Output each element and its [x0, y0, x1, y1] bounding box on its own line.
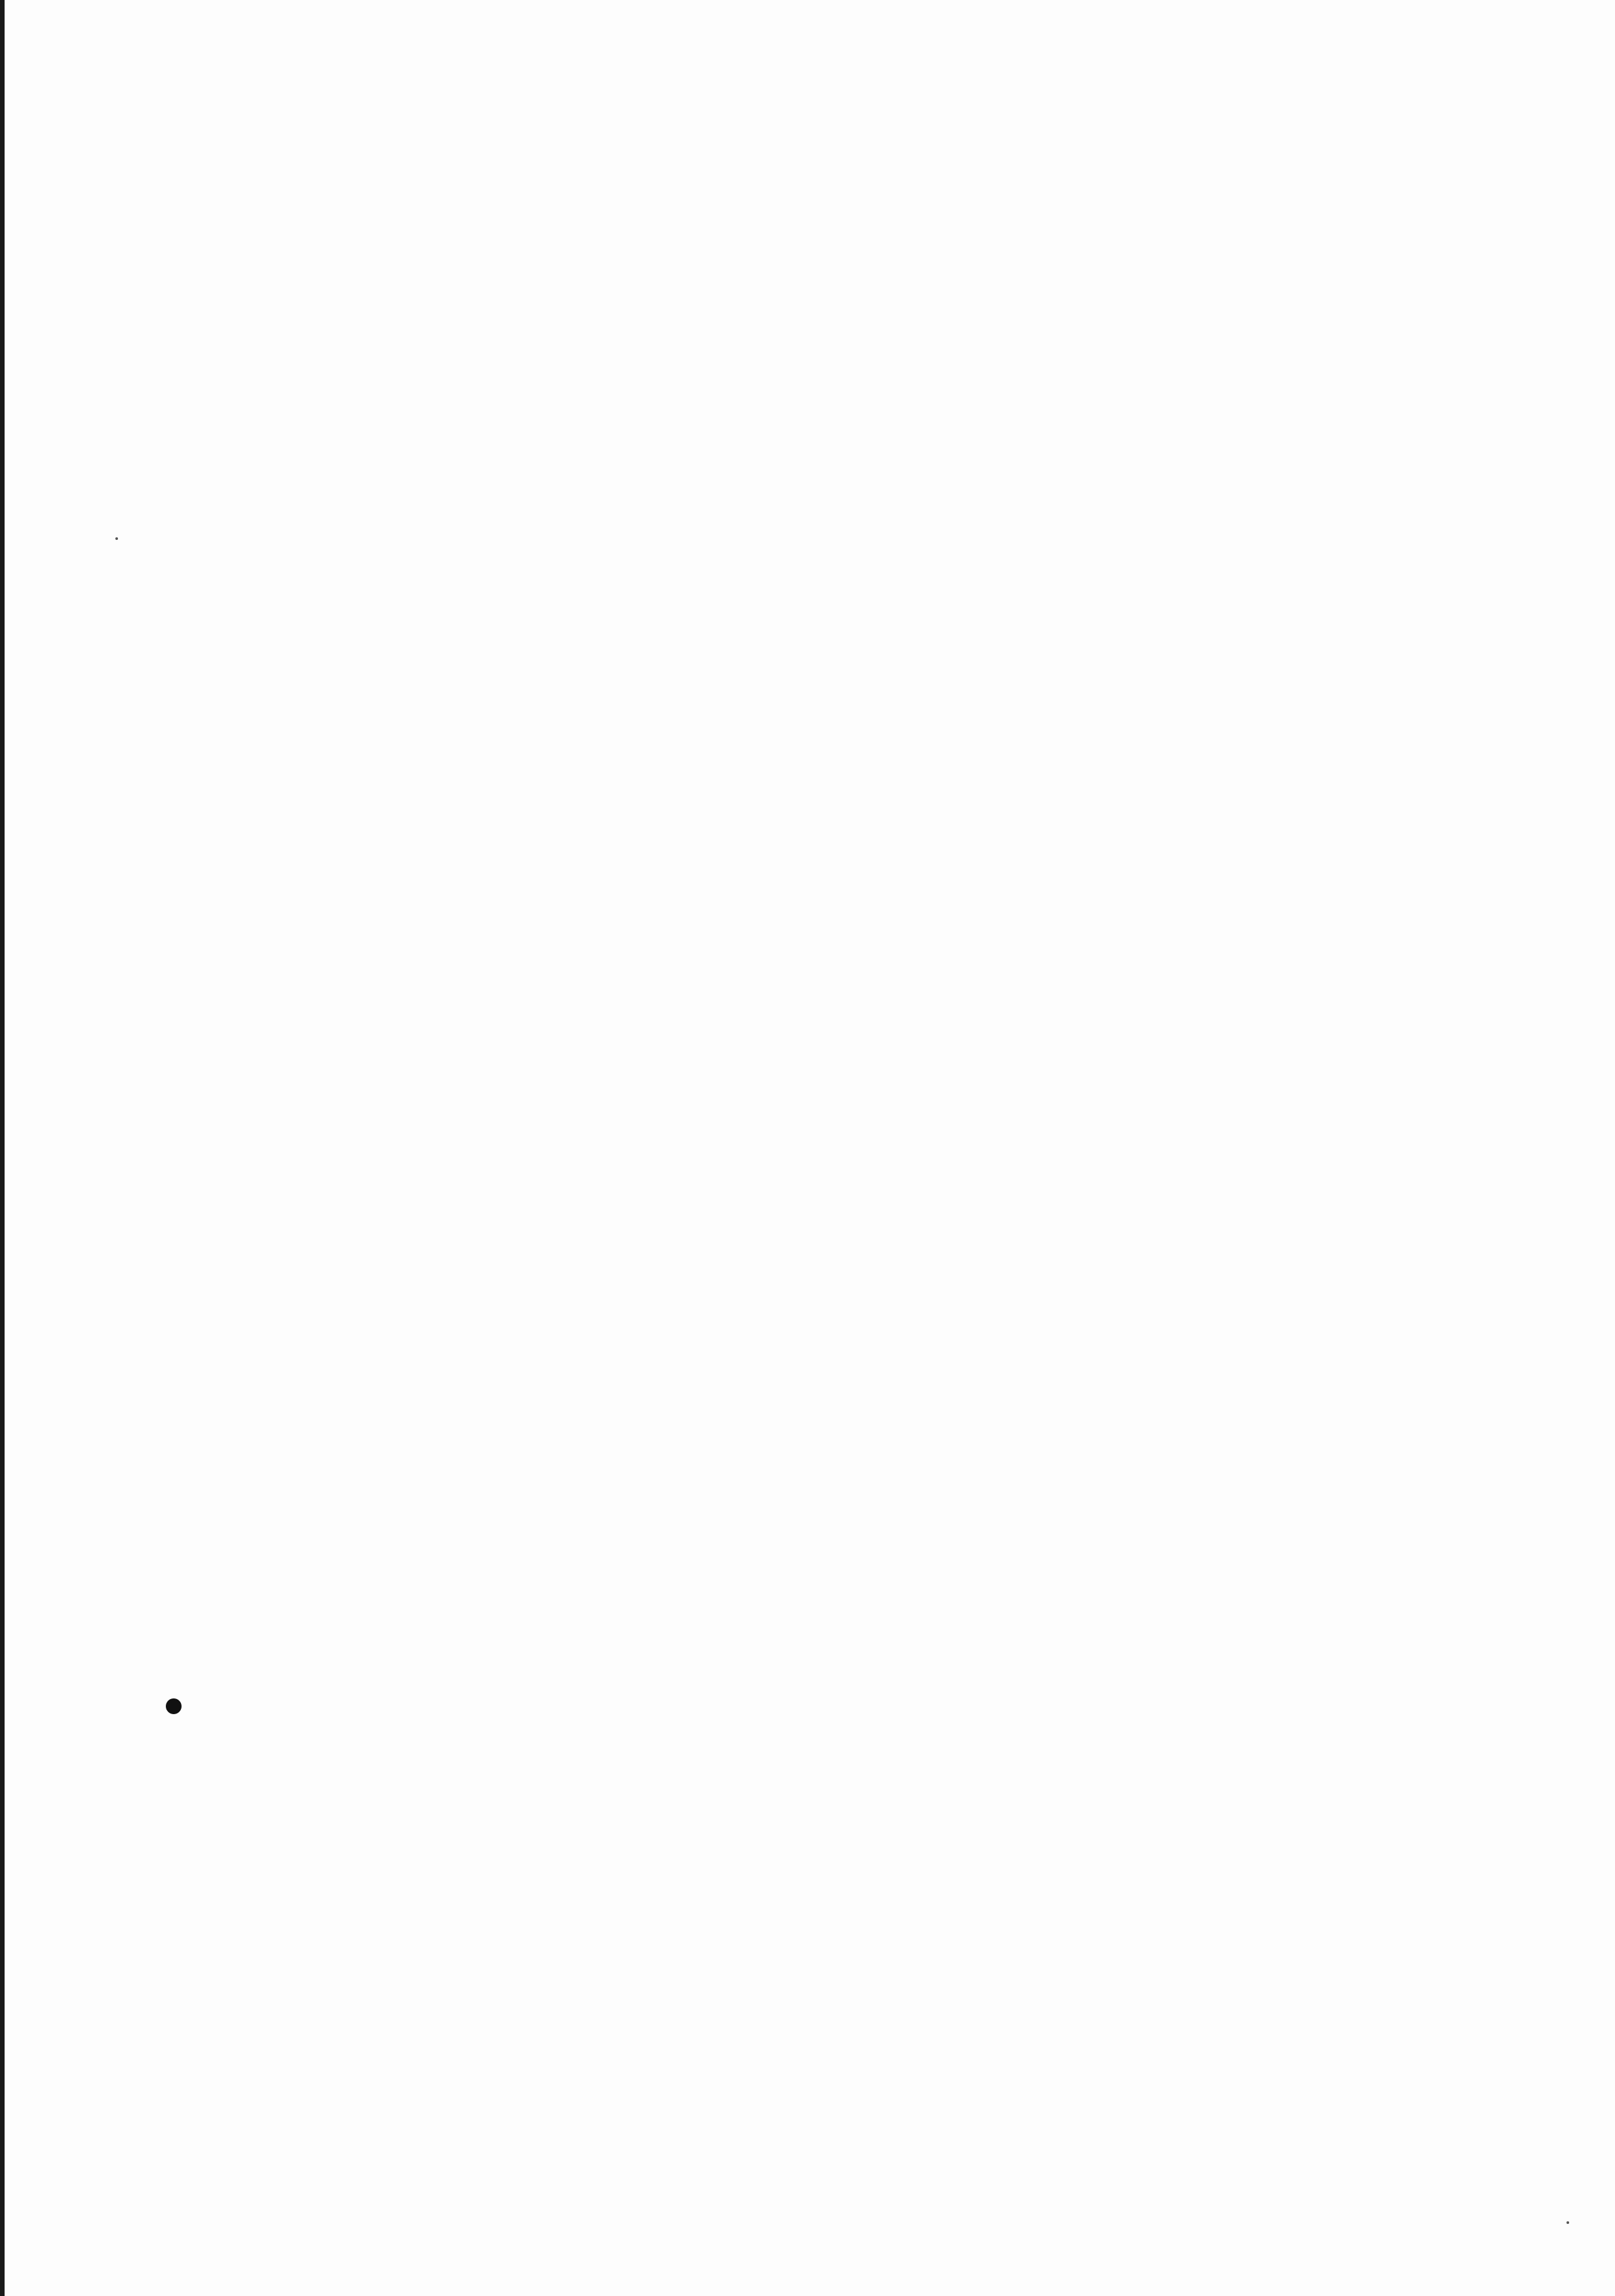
scan-edge-shadow — [0, 0, 5, 2296]
scan-speck — [115, 537, 118, 540]
bullet-icon — [166, 1698, 182, 1714]
scan-speck — [1566, 2221, 1569, 2224]
